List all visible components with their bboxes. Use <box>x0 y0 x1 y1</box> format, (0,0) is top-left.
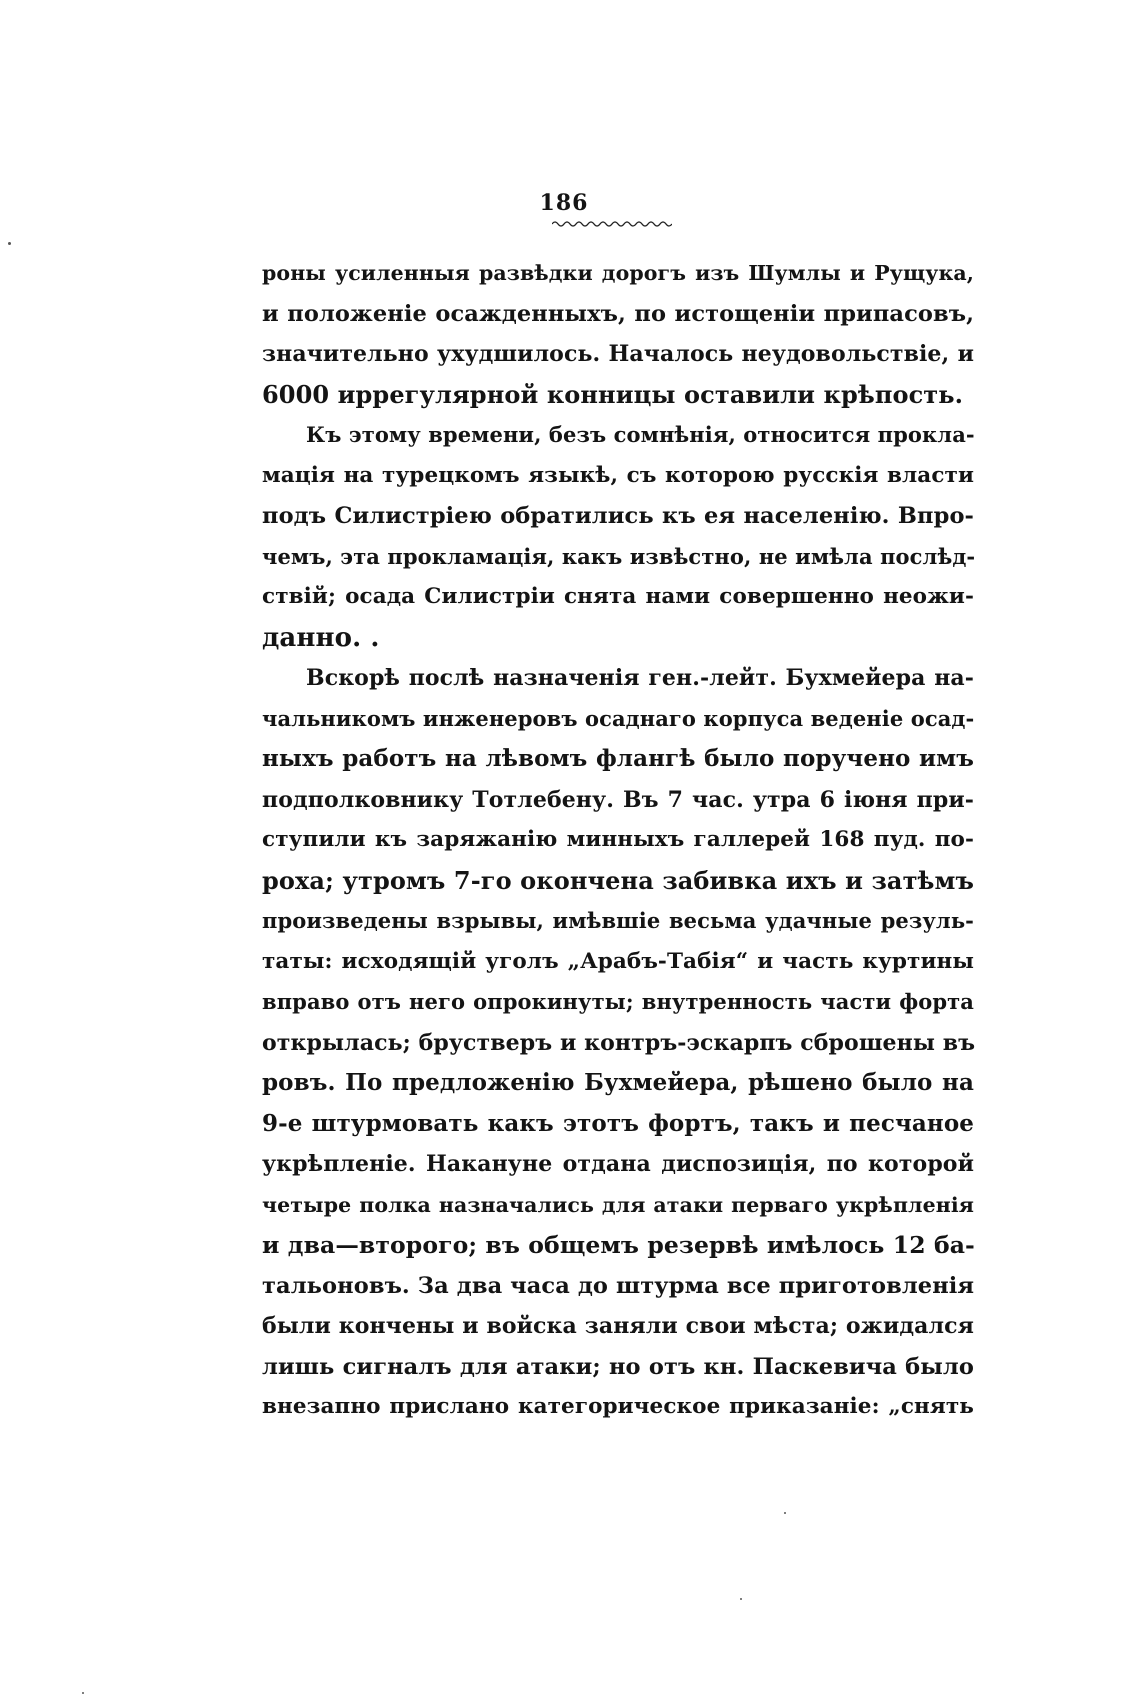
text-line: и положеніе осажденныхъ, по истощеніи припасовъ, <box>262 300 974 327</box>
text-line: значительно ухудшилось. Началось неудовольствіе, и <box>262 341 974 367</box>
scan-speck <box>82 1692 84 1694</box>
text-line: укрѣпленіе. Накануне отдана диспозиція, по которой <box>262 1151 974 1177</box>
text-line: мація на турецкомъ языкѣ, съ которою русскія власти <box>262 462 974 488</box>
text-line: вправо отъ него опрокинуты; внутренность части форта <box>262 989 974 1014</box>
text-line: таты: исходящій уголъ „Арабъ-Табія“ и часть куртины <box>262 948 974 974</box>
text-line: подполковнику Тотлебену. Въ 7 час. утра 6 іюня при- <box>262 786 974 813</box>
text-line: ступили къ заряжанію минныхъ галлерей 168 пуд. по- <box>262 827 974 852</box>
page-number-text: 186 <box>539 190 589 216</box>
text-line: данно. . <box>262 622 380 653</box>
text-line: 6000 иррегулярной конницы оставили крѣпость. <box>262 379 964 409</box>
text-line: 9-е штурмовать какъ этотъ фортъ, такъ и песчаное <box>262 1109 974 1137</box>
text-line: лишь сигналъ для атаки; но отъ кн. Паскевича было <box>262 1353 974 1380</box>
scan-speck <box>784 1512 786 1514</box>
text-line: и два—второго; въ общемъ резервѣ имѣлось 12 ба- <box>262 1231 975 1259</box>
text-line: чемъ, эта прокламація, какъ извѣстно, не имѣла послѣд- <box>262 543 976 569</box>
page-number <box>0 190 1140 216</box>
paragraph-first-line: Къ этому времени, безъ сомнѣнія, относится прокла- <box>306 422 975 447</box>
text-line: тальоновъ. За два часа до штурма все приготовленія <box>262 1272 975 1299</box>
body-text <box>262 253 974 1428</box>
text-line: роха; утромъ 7-го окончена забивка ихъ и затѣмъ <box>262 865 974 895</box>
text-line: четыре полка назначались для атаки перваго укрѣпленія <box>262 1192 974 1217</box>
text-line: ровъ. По предложенію Бухмейера, рѣшено было на <box>262 1069 974 1096</box>
text-line: произведены взрывы, имѣвшіе весьма удачные резуль- <box>262 908 974 933</box>
text-line: ныхъ работъ на лѣвомъ флангѣ было поручено имъ <box>262 745 974 772</box>
text-line: чальникомъ инженеровъ осаднаго корпуса веденіе осад- <box>262 705 975 731</box>
text-line: роны усиленныя развѣдки дорогъ изъ Шумлы и Рущука, <box>262 261 974 285</box>
scan-speck <box>740 1598 742 1600</box>
text-line: подъ Силистріею обратились къ ея населенію. Впро- <box>262 503 974 529</box>
paragraph-first-line: Вскорѣ послѣ назначенія ген.-лейт. Бухмейера на- <box>306 665 974 691</box>
text-line: внезапно прислано категорическое приказаніе: „снять <box>262 1394 974 1419</box>
text-line: были кончены и войска заняли свои мѣста; ожидался <box>262 1313 974 1339</box>
wavy-rule-ornament <box>552 220 672 228</box>
text-line: открылась; брустверъ и контръ-эскарпъ сброшены въ <box>262 1029 976 1056</box>
scan-speck <box>8 242 11 245</box>
text-line: ствій; осада Силистріи снята нами совершенно неожи- <box>262 584 974 609</box>
